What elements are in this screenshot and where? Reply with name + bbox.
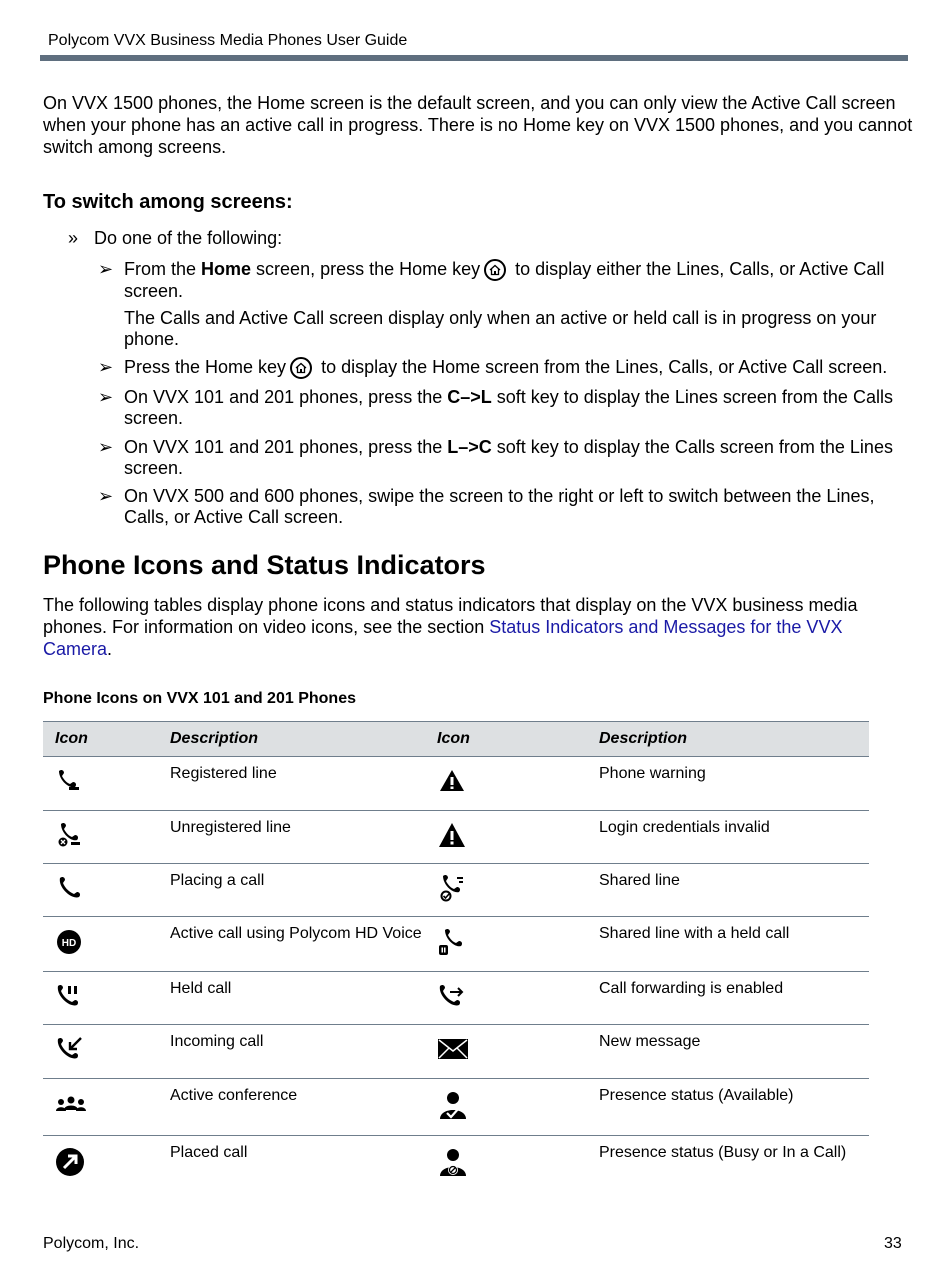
step-text: Do one of the following:	[94, 228, 283, 248]
description-cell: Incoming call	[158, 1025, 425, 1079]
table-row	[43, 972, 869, 1025]
home-key-icon	[290, 357, 312, 379]
registered-line-icon	[55, 767, 83, 795]
description-cell: New message	[587, 1025, 869, 1079]
description-cell: Placing a call	[158, 864, 425, 917]
presence-busy-icon	[437, 1146, 469, 1178]
login-invalid-icon	[437, 821, 467, 849]
bullet-arrow: ➢	[98, 437, 114, 457]
bullet-arrow: ➢	[98, 259, 114, 279]
svg-text:HD: HD	[61, 937, 77, 949]
call-forwarding-icon	[437, 981, 467, 1011]
active-conference-icon	[55, 1093, 87, 1117]
table-row	[43, 917, 869, 972]
phone-warning-icon	[437, 767, 467, 795]
footer-company: Polycom, Inc.	[43, 1235, 140, 1252]
table-row	[43, 864, 869, 917]
header-rule	[40, 55, 908, 61]
description-cell: Registered line	[158, 757, 425, 811]
description-cell: Login credentials invalid	[587, 811, 869, 864]
table-caption: Phone Icons on VVX 101 and 201 Phones	[43, 690, 356, 707]
column-header: Description	[587, 722, 869, 757]
phone-icons-table	[43, 721, 869, 1194]
shared-line-icon	[437, 873, 467, 903]
column-header: Description	[158, 722, 425, 757]
bullet-item: ➢ Press the Home key to display the Home screen from the Lines, Calls, or Active Call screen.	[98, 357, 888, 377]
placing-call-icon	[55, 874, 83, 902]
column-header: Icon	[425, 722, 587, 757]
home-key-icon	[484, 259, 506, 281]
hd-voice-icon	[55, 928, 83, 956]
procedure-step	[68, 228, 282, 249]
table-row	[43, 757, 869, 811]
incoming-call-icon	[55, 1035, 85, 1063]
step-marker: »	[68, 228, 79, 248]
held-call-icon	[55, 982, 83, 1010]
bullet-item: ➢ On VVX 101 and 201 phones, press the L–>C soft key to display the Calls screen from the Lines screen.	[98, 437, 893, 478]
column-header: Icon	[43, 722, 158, 757]
bullet-list	[98, 259, 918, 528]
procedure-heading: To switch among screens:	[43, 191, 293, 213]
intro-paragraph: On VVX 1500 phones, the Home screen is the default screen, and you can only view the Active Call screen when your phone has an active call in progress. There is no Home key on VVX 1500 phones, and you cannot switch among screens.	[43, 93, 913, 157]
bullet-item: ➢ On VVX 101 and 201 phones, press the C–>L soft key to display the Lines screen from the Calls screen.	[98, 387, 893, 428]
description-cell: Active conference	[158, 1079, 425, 1136]
description-cell: Call forwarding is enabled	[587, 972, 869, 1025]
description-cell: Shared line	[587, 864, 869, 917]
new-message-icon	[437, 1037, 469, 1061]
description-cell: Held call	[158, 972, 425, 1025]
description-cell: Active call using Polycom HD Voice	[158, 917, 425, 972]
description-cell: Placed call	[170, 1144, 248, 1161]
table-row	[43, 1079, 869, 1136]
unregistered-line-icon	[55, 821, 83, 849]
bullet-note: The Calls and Active Call screen display only when an active or held call is in progress on your phone.	[124, 308, 877, 349]
bullet-item: ➢ From the Home screen, press the Home key to display either the Lines, Calls, or Active Call screen.	[98, 259, 885, 301]
section-heading: Phone Icons and Status Indicators	[43, 550, 486, 580]
bullet-arrow: ➢	[98, 387, 114, 407]
running-header: Polycom VVX Business Media Phones User Guide	[48, 32, 408, 49]
presence-available-icon	[437, 1089, 469, 1121]
description-cell: Presence status (Busy or In a Call)	[599, 1144, 847, 1161]
description-cell: Shared line with a held call	[587, 917, 869, 972]
camera-status-link[interactable]: Status Indicators and Messages for the VVX Camera	[43, 617, 843, 659]
bullet-arrow: ➢	[98, 486, 114, 506]
table-row	[43, 811, 869, 864]
placed-call-icon	[55, 1147, 85, 1177]
description-cell: Phone warning	[587, 757, 869, 811]
description-cell: Presence status (Available)	[587, 1079, 869, 1136]
page-number: 33	[884, 1235, 902, 1252]
bullet-arrow: ➢	[98, 357, 114, 377]
table-header-row	[43, 722, 869, 757]
bullet-item: ➢ On VVX 500 and 600 phones, swipe the screen to the right or left to switch between the Lines, Calls, or Active Call screen.	[98, 486, 875, 527]
description-cell: Unregistered line	[158, 811, 425, 864]
section-paragraph: The following tables display phone icons and status indicators that display on the VVX business media phones. For information on video icons, see the section Status Indicators and Messages for the VVX Camera.	[43, 595, 858, 659]
table-row	[43, 1136, 869, 1194]
table-row	[43, 1025, 869, 1079]
shared-line-held-icon	[437, 927, 467, 957]
